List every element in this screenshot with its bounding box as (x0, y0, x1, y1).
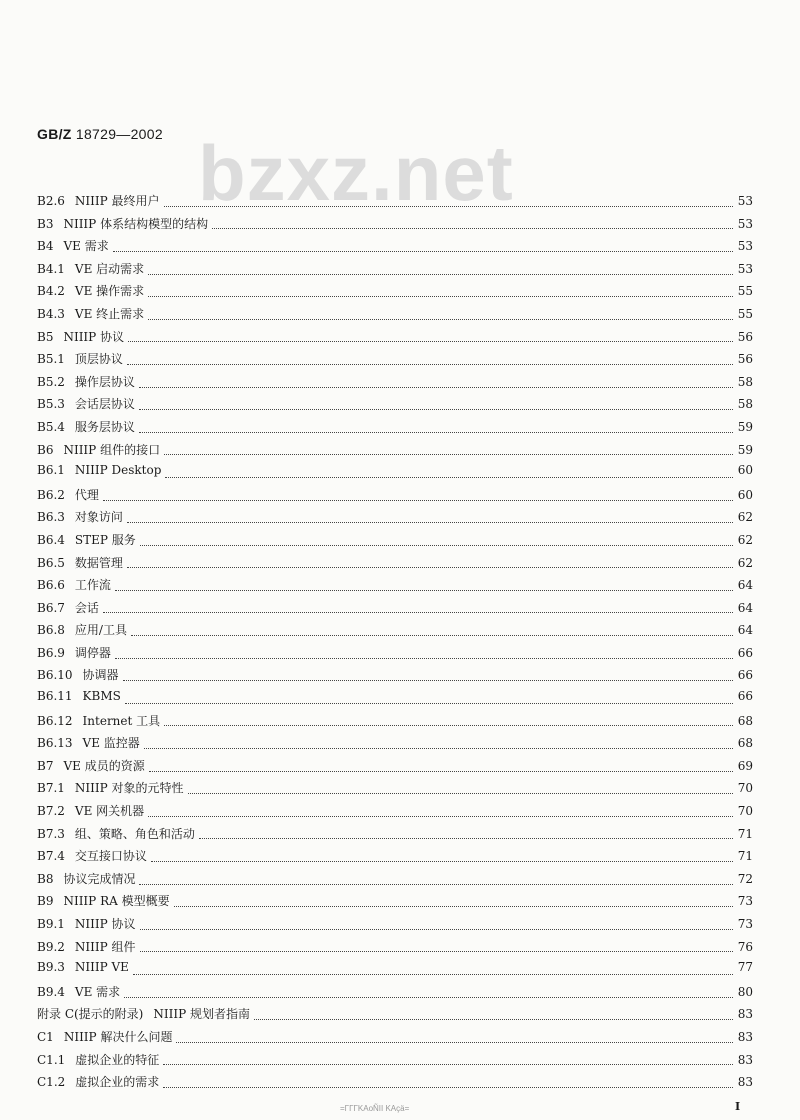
toc-entry-page: 53 (737, 261, 753, 276)
toc-entry-page: 62 (737, 555, 753, 570)
toc-entry-number: B8 (37, 871, 54, 886)
toc-entry-number: B4.1 (37, 261, 65, 276)
toc-dot-leader (212, 228, 733, 229)
toc-entry (37, 779, 753, 802)
toc-entry-title: VE 网关机器 (74, 804, 145, 819)
toc-dot-leader (151, 861, 733, 862)
toc-dot-leader (140, 929, 733, 930)
toc-entry-page: 59 (737, 442, 753, 457)
toc-entry-page: 69 (737, 758, 753, 773)
toc-entry-number: B7 (37, 758, 54, 773)
toc-entry-page: 72 (737, 871, 753, 886)
toc-entry-number: B6.2 (37, 487, 65, 502)
toc-entry-page: 68 (737, 736, 753, 751)
toc-entry-number: B6 (37, 442, 54, 457)
toc-dot-leader (115, 590, 733, 591)
toc-entry-page: 53 (737, 239, 753, 254)
toc-dot-leader (188, 793, 733, 794)
toc-entry-number: C1 (37, 1029, 54, 1044)
toc-entry-number: B6.6 (37, 578, 65, 593)
toc-dot-leader (139, 387, 733, 388)
toc-entry-page: 83 (737, 1007, 753, 1022)
toc-entry-number: C1.2 (37, 1075, 66, 1090)
toc-entry (37, 395, 753, 418)
toc-entry-page: 62 (737, 510, 753, 525)
toc-entry (37, 1005, 753, 1028)
toc-dot-leader (139, 884, 733, 885)
toc-entry-title: 调停器 (74, 645, 111, 660)
watermark: bzxz.net (198, 129, 514, 217)
toc-entry (37, 712, 753, 735)
toc-entry (37, 441, 753, 464)
toc-entry-number: B9.3 (37, 960, 65, 975)
toc-dot-leader (199, 838, 733, 839)
toc-entry-number: B4 (37, 239, 54, 254)
toc-entry (37, 215, 753, 238)
toc-dot-leader (144, 748, 733, 749)
toc-entry-title: VE 需求 (74, 984, 121, 999)
toc-dot-leader (164, 725, 733, 726)
toc-entry-title: 顶层协议 (74, 352, 123, 367)
toc-entry-page: 73 (737, 894, 753, 909)
toc-entry-title: NIIIP VE (74, 960, 129, 975)
toc-dot-leader (165, 477, 733, 478)
toc-entry-title: 协调器 (82, 668, 119, 683)
toc-entry-title: 虚拟企业的需求 (75, 1075, 160, 1090)
toc-dot-leader (148, 274, 733, 275)
toc-entry-number: B5.2 (37, 374, 65, 389)
toc-entry (37, 486, 753, 509)
toc-entry-number: B5.1 (37, 352, 65, 367)
toc-entry (37, 757, 753, 780)
toc-entry-page: 53 (737, 216, 753, 231)
toc-entry-number: B5.4 (37, 419, 65, 434)
toc-entry-title: 服务层协议 (74, 419, 135, 434)
toc-dot-leader (174, 906, 733, 907)
toc-entry-number: B7.1 (37, 781, 65, 796)
toc-entry (37, 418, 753, 441)
toc-entry-page: 80 (737, 984, 753, 999)
toc-entry-title: 工作流 (74, 578, 111, 593)
toc-entry-number: B7.2 (37, 804, 65, 819)
toc-entry-page: 59 (737, 419, 753, 434)
toc-entry-number: B9.2 (37, 939, 65, 954)
toc-dot-leader (164, 454, 733, 455)
toc-entry-page: 77 (737, 960, 753, 975)
toc-entry-page: 73 (737, 917, 753, 931)
toc-entry-page: 55 (737, 284, 753, 299)
toc-entry-number: B6.13 (37, 736, 73, 751)
toc-entry-number: B3 (37, 216, 54, 231)
toc-entry (37, 938, 753, 961)
toc-entry-page: 64 (737, 600, 753, 615)
toc-entry (37, 599, 753, 622)
toc-dot-leader (127, 364, 733, 365)
toc-entry (37, 305, 753, 328)
page-number: I (735, 1100, 741, 1113)
toc-entry-number: B6.3 (37, 510, 65, 525)
toc-entry-number: B6.12 (37, 713, 73, 728)
toc-entry (37, 666, 753, 689)
toc-entry-number: B5.3 (37, 397, 65, 412)
toc-entry-page: 64 (737, 578, 753, 593)
toc-entry-number: B6.7 (37, 600, 65, 615)
toc-entry-title: NIIIP 最终用户 (74, 194, 160, 208)
toc-entry (37, 915, 753, 938)
toc-dot-leader (140, 545, 733, 546)
toc-dot-leader (254, 1019, 733, 1020)
toc-entry-page: 70 (737, 781, 753, 796)
toc-entry (37, 260, 753, 283)
toc-entry-title: NIIIP 解决什么问题 (63, 1029, 173, 1044)
toc-entry-page: 66 (737, 689, 753, 704)
toc-entry-page: 64 (737, 623, 753, 638)
toc-entry-page: 53 (737, 194, 753, 208)
toc-dot-leader (176, 1042, 733, 1043)
toc-dot-leader (123, 680, 733, 681)
toc-entry-page: 62 (737, 532, 753, 547)
toc-entry-page: 76 (737, 939, 753, 954)
toc-entry-title: VE 启动需求 (74, 261, 145, 276)
toc-entry-number: B7.4 (37, 849, 65, 864)
toc-entry (37, 531, 753, 554)
toc-entry-page: 66 (737, 668, 753, 683)
toc-dot-leader (148, 319, 733, 320)
toc-entry-number: B6.10 (37, 668, 73, 683)
toc-entry (37, 508, 753, 531)
toc-entry (37, 463, 753, 486)
toc-dot-leader (115, 658, 733, 659)
toc-entry-number: B6.11 (37, 689, 73, 704)
toc-dot-leader (127, 522, 733, 523)
toc-entry-page: 58 (737, 374, 753, 389)
standard-code (37, 126, 163, 142)
toc-entry-title: 代理 (74, 487, 99, 502)
toc-entry-page: 60 (737, 487, 753, 502)
toc-entry-title: 操作层协议 (74, 374, 135, 389)
toc-entry (37, 192, 753, 215)
toc-entry-title: 应用/工具 (74, 623, 127, 638)
toc-entry-number: C1.1 (37, 1052, 66, 1067)
table-of-contents (37, 192, 753, 1096)
toc-dot-leader (140, 951, 733, 952)
toc-entry (37, 1051, 753, 1074)
toc-entry-page: 58 (737, 397, 753, 412)
toc-entry-page: 66 (737, 645, 753, 660)
toc-entry (37, 1073, 753, 1096)
toc-entry-page: 71 (737, 826, 753, 841)
toc-entry (37, 1028, 753, 1051)
toc-entry-number: B9.4 (37, 984, 65, 999)
toc-dot-leader (163, 1064, 733, 1065)
toc-dot-leader (127, 567, 733, 568)
toc-entry-number: B4.3 (37, 306, 65, 321)
toc-entry-page: 83 (737, 1052, 753, 1067)
toc-entry-page: 56 (737, 329, 753, 344)
toc-entry (37, 621, 753, 644)
toc-entry-title: STEP 服务 (74, 532, 136, 547)
toc-entry-title: NIIIP 体系结构模型的结构 (63, 216, 209, 231)
toc-entry (37, 373, 753, 396)
toc-entry-title: NIIIP 协议 (74, 917, 136, 931)
toc-dot-leader (128, 341, 733, 342)
toc-entry-page: 55 (737, 306, 753, 321)
toc-entry-title: 协议完成情况 (63, 871, 136, 886)
toc-entry-title: 组、策略、角色和活动 (74, 826, 195, 841)
toc-entry-number: B5 (37, 329, 54, 344)
toc-entry-page: 83 (737, 1075, 753, 1090)
toc-entry-title: NIIIP Desktop (74, 463, 162, 478)
footer-mark: =ΓΓΓΚΑοÑΙΙ ΚΑçä= (340, 1104, 410, 1113)
toc-entry-title: 会话层协议 (74, 397, 135, 412)
toc-entry-title: VE 操作需求 (74, 284, 145, 299)
toc-entry (37, 870, 753, 893)
toc-entry-title: NIIIP 组件 (74, 939, 136, 954)
toc-entry-title: VE 需求 (63, 239, 109, 254)
toc-entry (37, 644, 753, 667)
toc-entry (37, 282, 753, 305)
toc-entry-number: B9.1 (37, 917, 65, 931)
standard-prefix: GB/Z (37, 126, 72, 142)
toc-entry-page: 60 (737, 463, 753, 478)
toc-dot-leader (139, 432, 733, 433)
toc-entry-title: Internet 工具 (82, 713, 161, 728)
toc-dot-leader (148, 816, 733, 817)
toc-dot-leader (103, 500, 733, 501)
toc-entry-page: 70 (737, 804, 753, 819)
toc-entry-number: B6.5 (37, 555, 65, 570)
toc-dot-leader (149, 771, 733, 772)
toc-entry-title: NIIIP 对象的元特性 (74, 781, 184, 796)
toc-entry-number: B4.2 (37, 284, 65, 299)
toc-dot-leader (125, 703, 733, 704)
toc-entry-title: NIIIP RA 模型概要 (63, 894, 170, 909)
toc-entry (37, 350, 753, 373)
toc-entry-page: 71 (737, 849, 753, 864)
toc-entry-number: B9 (37, 894, 54, 909)
toc-dot-leader (163, 1087, 733, 1088)
toc-entry-title: 交互接口协议 (74, 849, 147, 864)
toc-dot-leader (148, 296, 733, 297)
toc-entry-number: B2.6 (37, 194, 65, 208)
toc-entry-page: 68 (737, 713, 753, 728)
toc-entry-number: B6.9 (37, 645, 65, 660)
toc-entry (37, 328, 753, 351)
toc-entry-title: KBMS (82, 689, 121, 704)
toc-entry-number: B6.1 (37, 463, 65, 478)
toc-entry-title: NIIIP 协议 (63, 329, 125, 344)
toc-entry-title: 数据管理 (74, 555, 123, 570)
toc-dot-leader (103, 612, 733, 613)
toc-entry-number: B6.4 (37, 532, 65, 547)
toc-entry-title: VE 终止需求 (74, 306, 145, 321)
toc-dot-leader (131, 635, 733, 636)
toc-entry-title: 会话 (74, 600, 99, 615)
toc-entry-title: 对象访问 (74, 510, 123, 525)
toc-entry (37, 983, 753, 1006)
toc-entry (37, 960, 753, 983)
toc-entry-title: VE 成员的资源 (63, 758, 145, 773)
toc-entry (37, 734, 753, 757)
toc-entry (37, 554, 753, 577)
toc-dot-leader (139, 409, 733, 410)
toc-entry (37, 689, 753, 712)
toc-dot-leader (133, 974, 733, 975)
toc-entry (37, 892, 753, 915)
standard-number: 18729—2002 (75, 126, 163, 142)
toc-entry-number: B6.8 (37, 623, 65, 638)
toc-entry (37, 802, 753, 825)
toc-dot-leader (113, 251, 733, 252)
toc-entry-title: VE 监控器 (82, 736, 140, 751)
toc-entry-title: NIIIP 组件的接口 (63, 442, 161, 457)
toc-entry-number: 附录 C(提示的附录) (37, 1007, 144, 1022)
toc-entry-page: 56 (737, 352, 753, 367)
toc-dot-leader (124, 997, 733, 998)
toc-entry-title: NIIIP 规划者指南 (153, 1007, 250, 1022)
toc-dot-leader (164, 206, 733, 207)
toc-entry (37, 825, 753, 848)
toc-entry-number: B7.3 (37, 826, 65, 841)
toc-entry (37, 847, 753, 870)
toc-entry-page: 83 (737, 1029, 753, 1044)
toc-entry (37, 576, 753, 599)
toc-entry-title: 虚拟企业的特征 (75, 1052, 160, 1067)
toc-entry (37, 237, 753, 260)
